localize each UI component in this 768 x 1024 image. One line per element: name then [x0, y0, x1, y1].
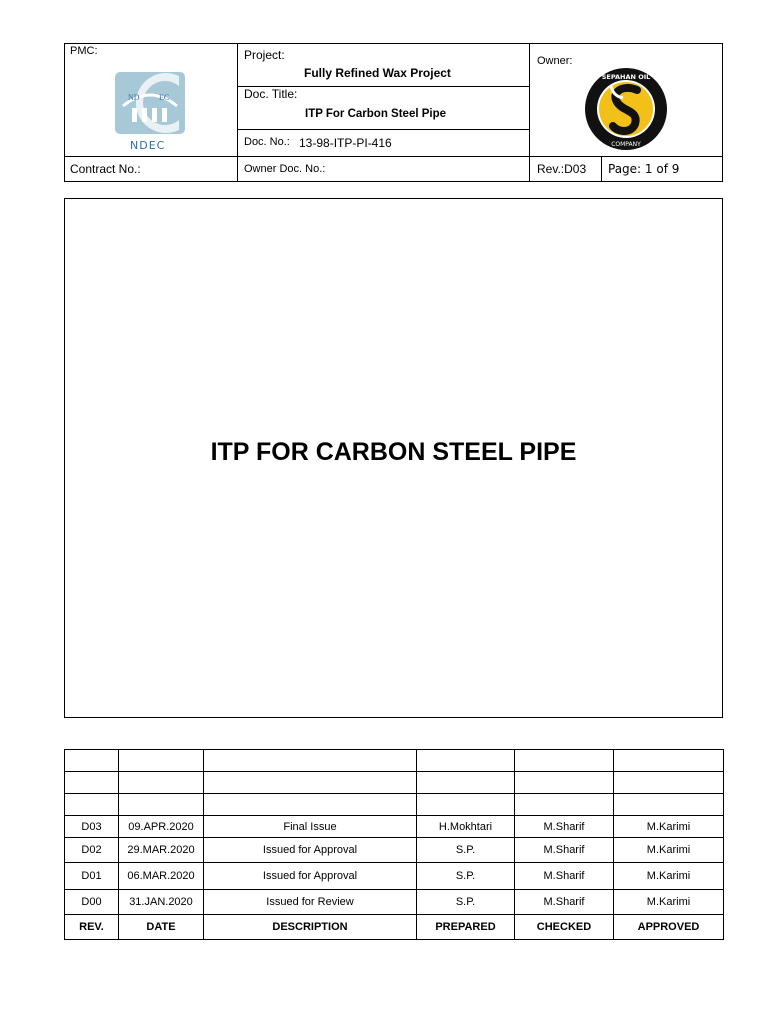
- table-row: [65, 750, 724, 772]
- doc-title: ITP For Carbon Steel Pipe: [305, 108, 447, 120]
- approved-cell: M.Karimi: [614, 816, 724, 838]
- approved-cell: M.Karimi: [614, 863, 724, 890]
- approved-cell: M.Karimi: [614, 838, 724, 863]
- table-header-row: [65, 915, 724, 940]
- date-cell: 09.APR.2020: [119, 816, 204, 838]
- description-cell: Final Issue: [204, 816, 417, 838]
- revision-table: [64, 749, 724, 940]
- checked-header: CHECKED: [515, 915, 614, 940]
- owner-doc-no-label: Owner Doc. No.:: [244, 163, 326, 175]
- svg-text:ND: ND: [128, 93, 140, 102]
- description-header: DESCRIPTION: [204, 915, 417, 940]
- sepahan-logo: [583, 66, 669, 152]
- date-cell: 06.MAR.2020: [119, 863, 204, 890]
- checked-cell: M.Sharif: [515, 890, 614, 915]
- table-row: [65, 863, 724, 890]
- pmc-label: PMC:: [70, 45, 98, 57]
- table-row: [65, 794, 724, 816]
- approved-header: APPROVED: [614, 915, 724, 940]
- prepared-cell: S.P.: [417, 863, 515, 890]
- doc-no: 13-98-ITP-PI-416: [299, 136, 392, 150]
- checked-cell: M.Sharif: [515, 816, 614, 838]
- ndec-logo-icon: [115, 70, 187, 136]
- approved-cell: M.Karimi: [614, 890, 724, 915]
- project-label: Project:: [244, 48, 285, 62]
- sepahan-logo-icon: [583, 66, 669, 152]
- description-cell: Issued for Review: [204, 890, 417, 915]
- contract-no-label: Contract No.:: [70, 162, 141, 176]
- rev-label: Rev.:D03: [537, 162, 587, 176]
- prepared-cell: S.P.: [417, 838, 515, 863]
- date-cell: 31.JAN.2020: [119, 890, 204, 915]
- checked-cell: M.Sharif: [515, 838, 614, 863]
- date-header: DATE: [119, 915, 204, 940]
- checked-cell: M.Sharif: [515, 863, 614, 890]
- prepared-cell: H.Mokhtari: [417, 816, 515, 838]
- document-title: ITP FOR CARBON STEEL PIPE: [210, 438, 577, 466]
- project-name: Fully Refined Wax Project: [304, 66, 451, 80]
- table-row: [65, 890, 724, 915]
- svg-text:COMPANY: COMPANY: [611, 141, 641, 148]
- owner-label: Owner:: [537, 55, 573, 67]
- prepared-cell: S.P.: [417, 890, 515, 915]
- prepared-header: PREPARED: [417, 915, 515, 940]
- svg-text:SEPAHAN OIL: SEPAHAN OIL: [601, 73, 651, 81]
- doc-no-label: Doc. No.:: [244, 136, 290, 148]
- table-row: [65, 816, 724, 838]
- table-row: [65, 772, 724, 794]
- svg-text:EC: EC: [159, 93, 170, 102]
- ndec-logo: [115, 70, 187, 136]
- description-cell: Issued for Approval: [204, 863, 417, 890]
- rev-cell: D03: [65, 816, 119, 838]
- ndec-logo-text: NDEC: [130, 139, 166, 152]
- rev-cell: D01: [65, 863, 119, 890]
- table-row: [65, 838, 724, 863]
- rev-cell: D00: [65, 890, 119, 915]
- rev-header: REV.: [65, 915, 119, 940]
- doc-title-label: Doc. Title:: [244, 87, 298, 101]
- rev-cell: D02: [65, 838, 119, 863]
- description-cell: Issued for Approval: [204, 838, 417, 863]
- date-cell: 29.MAR.2020: [119, 838, 204, 863]
- page-label: Page: 1 of 9: [608, 162, 680, 176]
